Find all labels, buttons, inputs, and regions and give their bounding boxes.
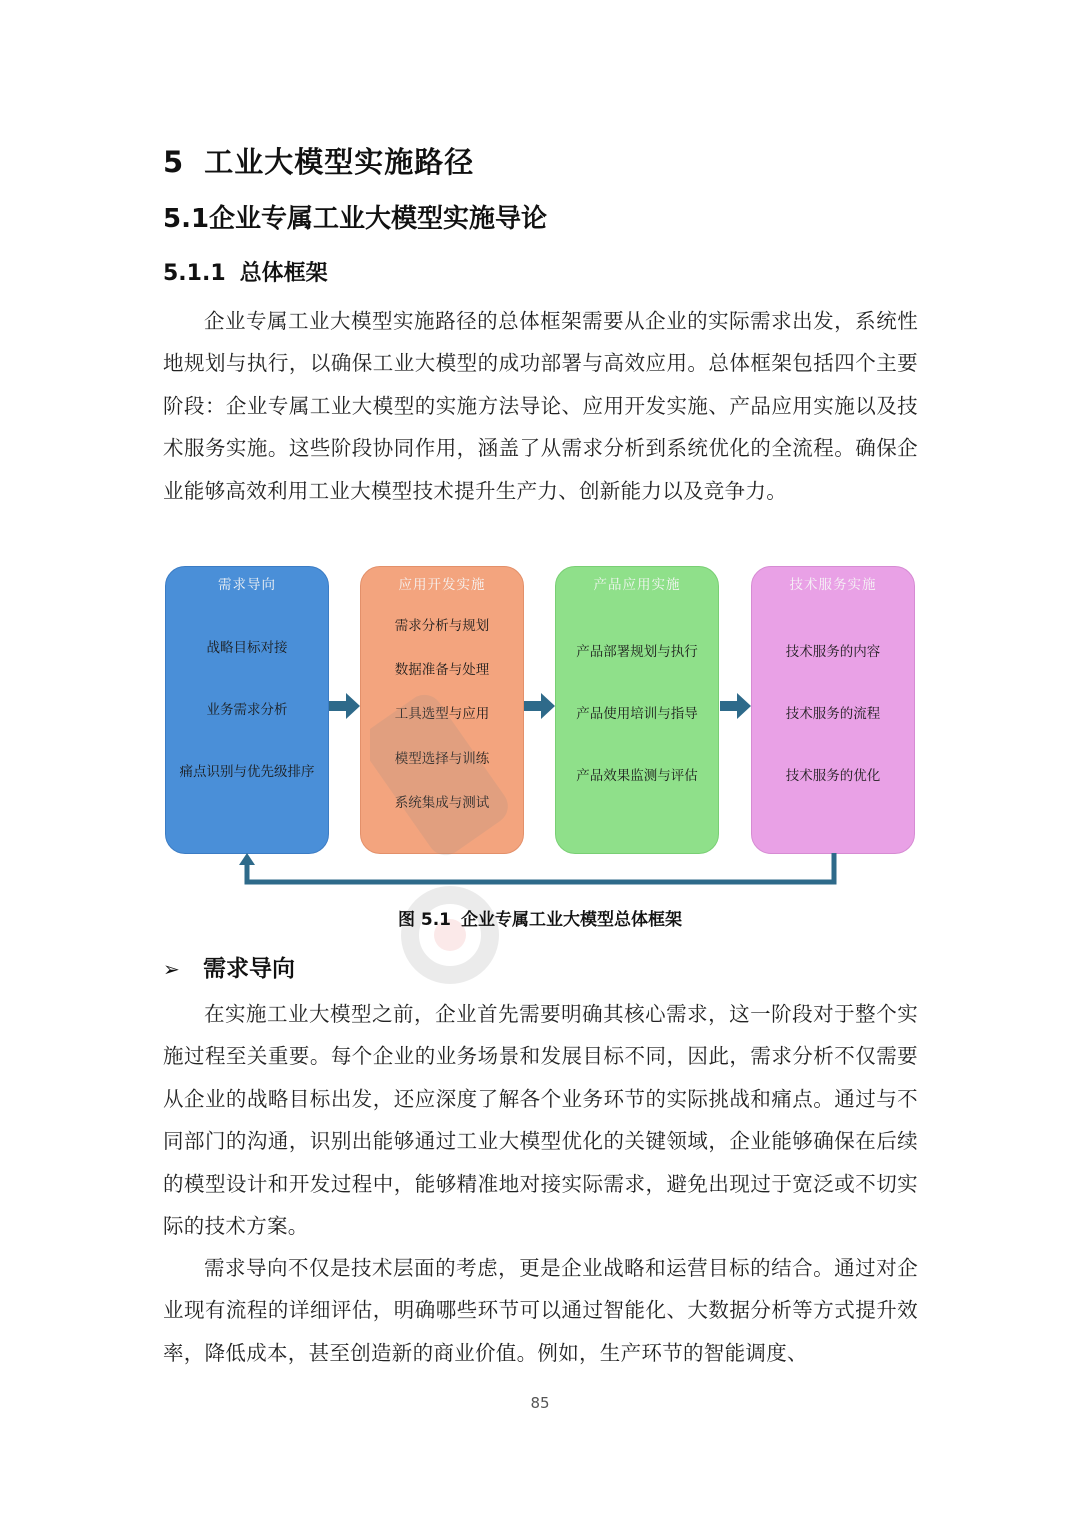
stage-box-demand (165, 566, 329, 854)
bullet-heading-text: 需求导向 (203, 956, 295, 982)
stage-item: 数据准备与处理 (394, 662, 490, 678)
subsection-heading (163, 256, 328, 287)
stage-item: 技术服务的优化 (785, 768, 881, 784)
stage-item: 产品部署规划与执行 (576, 644, 698, 660)
page-number: 85 (530, 1394, 550, 1412)
stage-item: 工具选型与应用 (394, 706, 490, 722)
stage-item: 业务需求分析 (206, 702, 288, 718)
figure-title: 企业专属工业大模型总体框架 (461, 910, 683, 930)
chapter-number: 5 (163, 145, 185, 179)
paragraph-overview: 企业专属工业大模型实施路径的总体框架需要从企业的实际需求出发，系统性地规划与执行，以确保工业大模型的成功部署与高效应用。总体框架包括四个主要阶段：企业专属工业大模型的实施方法导论、应用开发实施、产品应用实施以及技术服务实施。这些阶段协同作用，涵盖了从需求分析到系统优化的全流程。确保企业能够高效利用工业大模型技术提升生产力、创新能力以及竞争力。 (163, 309, 918, 503)
section-heading: 5.1企业专属工业大模型实施导论 (163, 204, 548, 234)
subsection-title: 总体框架 (239, 261, 328, 286)
stage-title: 技术服务实施 (789, 577, 877, 593)
subsection-number: 5.1.1 (163, 261, 226, 286)
stage-item: 技术服务的流程 (785, 706, 881, 722)
bullet-heading (163, 950, 295, 983)
stage-item: 痛点识别与优先级排序 (179, 764, 315, 780)
arrow-right-icon (720, 693, 752, 719)
arrow-right-icon (524, 693, 556, 719)
stage-item: 系统集成与测试 (394, 795, 490, 811)
stage-item: 模型选择与训练 (394, 751, 490, 767)
stage-item: 需求分析与规划 (394, 618, 490, 634)
stage-item: 战略目标对接 (206, 640, 288, 656)
stage-title: 需求导向 (218, 577, 276, 593)
stage-title: 产品应用实施 (593, 577, 681, 593)
stage-item: 产品使用培训与指导 (576, 706, 698, 722)
chapter-title: 工业大模型实施路径 (204, 145, 475, 179)
stage-title: 应用开发实施 (398, 577, 486, 593)
stage-box-tech-service (751, 566, 915, 854)
framework-diagram (163, 563, 918, 893)
stage-box-app-dev (360, 566, 524, 854)
stage-item: 技术服务的内容 (785, 644, 881, 660)
feedback-loop-arrow-icon (235, 851, 843, 887)
paragraph-demand-strategy: 需求导向不仅是技术层面的考虑，更是企业战略和运营目标的结合。通过对企业现有流程的详细评估，明确哪些环节可以通过智能化、大数据分析等方式提升效率，降低成本，甚至创造新的商业价值。例如，生产环节的智能调度、 (163, 1256, 918, 1365)
arrow-right-icon (329, 693, 361, 719)
paragraph-demand: 在实施工业大模型之前，企业首先需要明确其核心需求，这一阶段对于整个实施过程至关重要。每个企业的业务场景和发展目标不同，因此，需求分析不仅需要从企业的战略目标出发，还应深度了解各个业务环节的实际挑战和痛点。通过与不同部门的沟通，识别出能够通过工业大模型优化的关键领域，企业能够确保在后续的模型设计和开发过程中，能够精准地对接实际需求，避免出现过于宽泛或不切实际的技术方案。 (163, 1002, 918, 1239)
bullet-arrow-icon: ➢ (163, 957, 180, 981)
stage-item: 产品效果监测与评估 (576, 768, 698, 784)
figure-caption (0, 905, 1080, 930)
stage-box-product (555, 566, 719, 854)
chapter-heading (163, 140, 474, 181)
figure-number: 图 5.1 (397, 910, 452, 930)
